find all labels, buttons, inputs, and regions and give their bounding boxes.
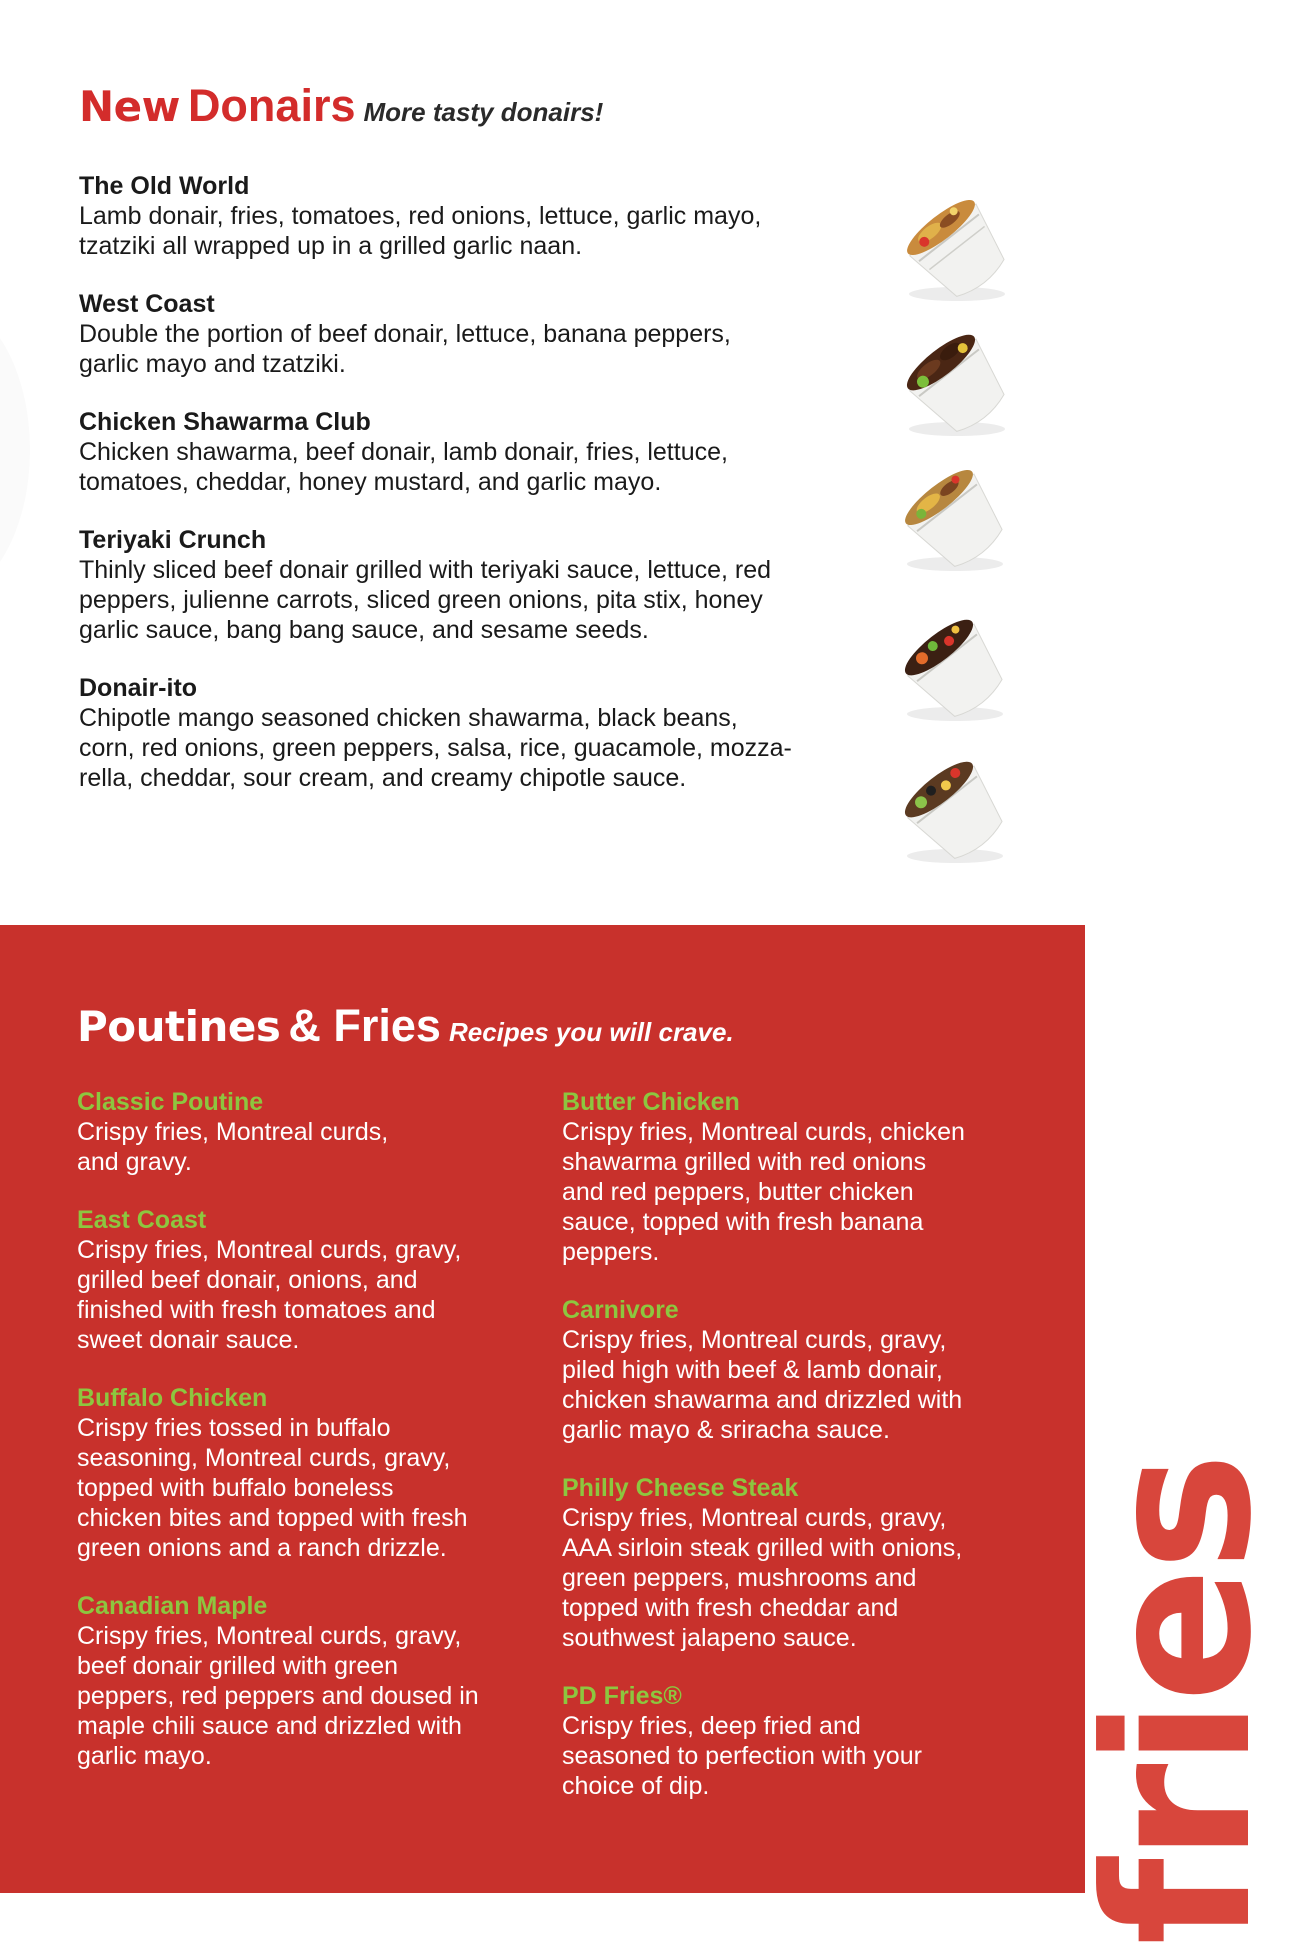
menu-item-philly-cheese-steak (562, 1473, 1032, 1653)
menu-item-desc-line: beef donair grilled with green (77, 1652, 399, 1680)
donair-list (79, 171, 869, 821)
menu-item-name: Philly Cheese Steak (562, 1474, 799, 1502)
menu-item-desc-line: Crispy fries, deep fried and (562, 1712, 861, 1740)
menu-item-desc-line: Crispy fries tossed in buffalo (77, 1414, 391, 1442)
menu-item-desc-line: garlic mayo. (77, 1742, 212, 1770)
menu-item-name: Carnivore (562, 1296, 679, 1324)
menu-item-name: West Coast (79, 290, 215, 318)
menu-item-desc-line: AAA sirloin steak grilled with onions, (562, 1534, 963, 1562)
menu-item-desc-line: Crispy fries, Montreal curds, gravy, (77, 1236, 462, 1264)
menu-item-east-coast (77, 1205, 527, 1355)
menu-item-desc-line: seasoned to perfection with your (562, 1742, 922, 1770)
menu-item-desc-line: Chipotle mango seasoned chicken shawarma, black beans, (79, 704, 738, 732)
menu-item-chicken-shawarma-club (79, 407, 869, 497)
menu-item-desc-line: garlic mayo and tzatziki. (79, 350, 346, 378)
poutines-heading-bold: Poutines (77, 1002, 281, 1051)
menu-item-desc-line: sweet donair sauce. (77, 1326, 300, 1354)
poutines-heading (77, 1000, 734, 1052)
menu-item-desc-line: Crispy fries, Montreal curds, chicken (562, 1118, 965, 1146)
menu-item-desc-line: Thinly sliced beef donair grilled with teriyaki sauce, lettuce, red (79, 556, 772, 584)
menu-item-desc-line: Crispy fries, Montreal curds, gravy, (77, 1622, 462, 1650)
menu-item-desc-line: southwest jalapeno sauce. (562, 1624, 857, 1652)
menu-item-desc-line: tzatziki all wrapped up in a grilled garlic naan. (79, 232, 583, 260)
menu-item-name: PD Fries® (562, 1682, 682, 1710)
menu-item-the-old-world (79, 171, 869, 261)
menu-item-name: Teriyaki Crunch (79, 526, 267, 554)
old-world-wrap-image (895, 190, 1020, 305)
menu-item-name: Canadian Maple (77, 1592, 268, 1620)
menu-item-desc-line: topped with buffalo boneless (77, 1474, 394, 1502)
menu-item-desc-line: seasoning, Montreal curds, gravy, (77, 1444, 451, 1472)
west-coast-wrap-image (895, 325, 1020, 440)
menu-item-desc-line: Crispy fries, Montreal curds, gravy, (562, 1326, 947, 1354)
donairs-section (0, 0, 1085, 925)
menu-item-desc-line: Lamb donair, fries, tomatoes, red onions, lettuce, garlic mayo, (79, 202, 762, 230)
menu-item-desc-line: garlic sauce, bang bang sauce, and sesame seeds. (79, 616, 649, 644)
menu-item-desc-line: rella, cheddar, sour cream, and creamy chipotle sauce. (79, 764, 687, 792)
menu-item-pd-fries (562, 1681, 1032, 1801)
menu-item-desc-line: Chicken shawarma, beef donair, lamb donair, fries, lettuce, (79, 438, 728, 466)
menu-item-desc-line: sauce, topped with fresh banana (562, 1208, 924, 1236)
menu-item-teriyaki-crunch (79, 525, 869, 645)
donairs-heading-bold: New (79, 82, 180, 131)
menu-item-name: Butter Chicken (562, 1088, 740, 1116)
fries-watermark: fries (1063, 1456, 1296, 1945)
menu-item-canadian-maple (77, 1591, 527, 1771)
menu-item-desc-line: maple chili sauce and drizzled with (77, 1712, 462, 1740)
menu-item-desc-line: Double the portion of beef donair, lettuce, banana peppers, (79, 320, 731, 348)
menu-item-desc-line: corn, red onions, green peppers, salsa, rice, guacamole, mozza- (79, 734, 792, 762)
poutine-list-left (77, 1087, 527, 1799)
menu-item-desc-line: peppers, red peppers and doused in (77, 1682, 479, 1710)
poutine-list-right (562, 1087, 1032, 1829)
menu-item-desc-line: green peppers, mushrooms and (562, 1564, 917, 1592)
menu-item-desc-line: peppers, julienne carrots, sliced green onions, pita stix, honey (79, 586, 763, 614)
menu-item-classic-poutine (77, 1087, 527, 1177)
menu-item-name: Classic Poutine (77, 1088, 264, 1116)
poutines-section (0, 925, 1296, 1945)
menu-item-carnivore (562, 1295, 1032, 1445)
teriyaki-crunch-wrap-image (893, 610, 1018, 725)
menu-item-desc-line: peppers. (562, 1238, 660, 1266)
menu-item-desc-line: grilled beef donair, onions, and (77, 1266, 418, 1294)
menu-item-desc-line: and gravy. (77, 1148, 192, 1176)
menu-item-desc-line: green onions and a ranch drizzle. (77, 1534, 447, 1562)
menu-item-name: The Old World (79, 172, 250, 200)
menu-item-desc-line: and red peppers, butter chicken (562, 1178, 914, 1206)
poutines-tagline: Recipes you will crave. (448, 1017, 734, 1047)
menu-item-name: Chicken Shawarma Club (79, 408, 371, 436)
menu-item-desc-line: topped with fresh cheddar and (562, 1594, 899, 1622)
donair-ito-wrap-image (893, 752, 1018, 867)
menu-item-donair-ito (79, 673, 869, 793)
menu-item-name: East Coast (77, 1206, 207, 1234)
menu-item-desc-line: tomatoes, cheddar, honey mustard, and garlic mayo. (79, 468, 662, 496)
chicken-shawarma-club-wrap-image (893, 460, 1018, 575)
menu-item-desc-line: Crispy fries, Montreal curds, (77, 1118, 389, 1146)
menu-item-desc-line: finished with fresh tomatoes and (77, 1296, 436, 1324)
menu-item-buffalo-chicken (77, 1383, 527, 1563)
decorative-arc (0, 300, 30, 600)
donairs-heading (79, 80, 603, 132)
menu-item-west-coast (79, 289, 869, 379)
menu-item-desc-line: chicken shawarma and drizzled with (562, 1386, 963, 1414)
menu-item-desc-line: piled high with beef & lamb donair, (562, 1356, 943, 1384)
menu-item-desc-line: garlic mayo & sriracha sauce. (562, 1416, 890, 1444)
poutines-heading-light: & Fries (288, 1000, 441, 1051)
donairs-tagline: More tasty donairs! (363, 97, 604, 127)
menu-item-name: Buffalo Chicken (77, 1384, 268, 1412)
menu-item-desc-line: choice of dip. (562, 1772, 710, 1800)
donairs-heading-light: Donairs (187, 80, 356, 131)
menu-item-name: Donair-ito (79, 674, 198, 702)
menu-item-butter-chicken (562, 1087, 1032, 1267)
menu-item-desc-line: chicken bites and topped with fresh (77, 1504, 468, 1532)
menu-item-desc-line: Crispy fries, Montreal curds, gravy, (562, 1504, 947, 1532)
menu-item-desc-line: shawarma grilled with red onions (562, 1148, 927, 1176)
